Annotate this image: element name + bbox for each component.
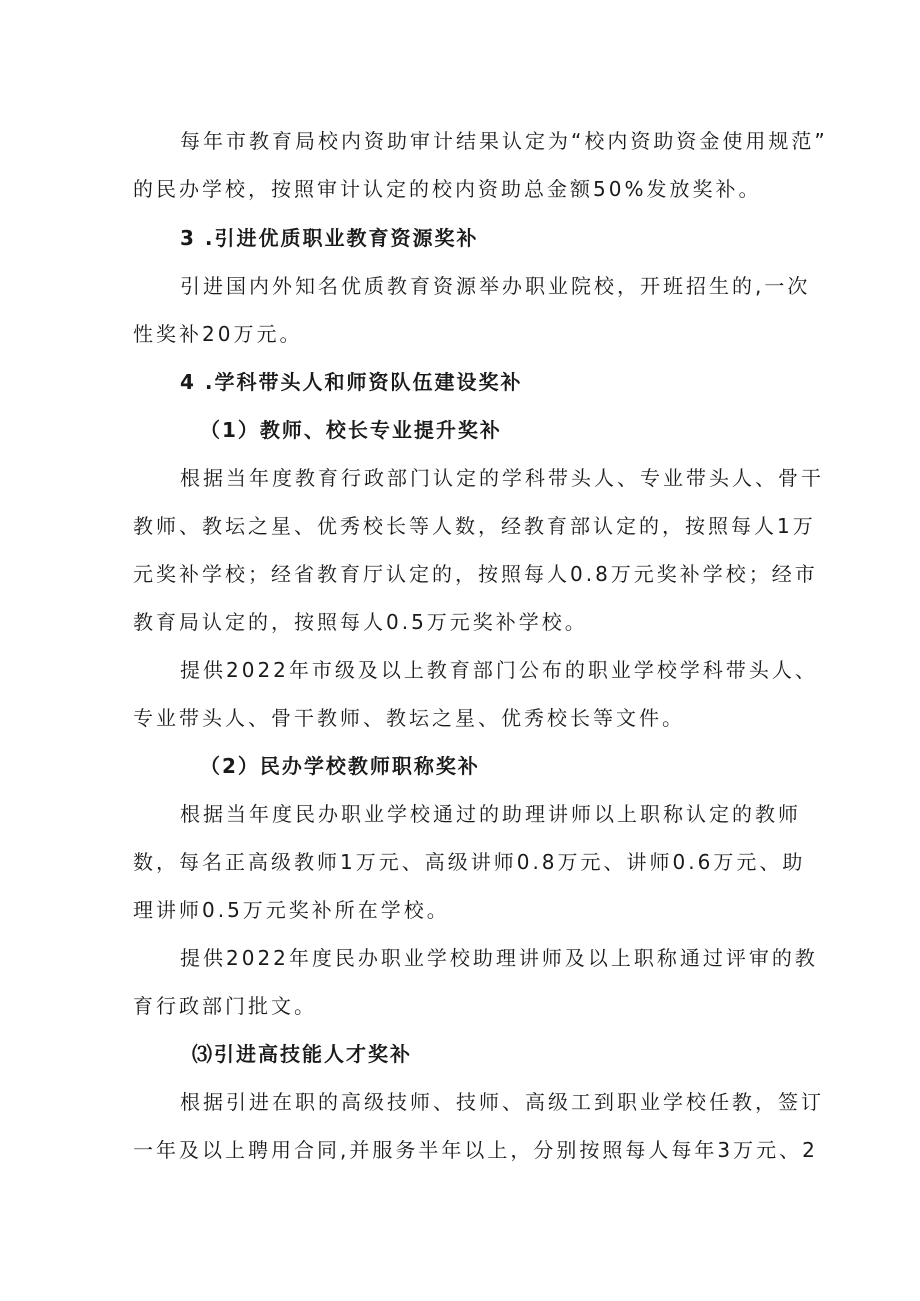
- section-heading: 3 .引进优质职业教育资源奖补: [180, 226, 479, 250]
- paragraph-line: 一年及以上聘用合同,并服务半年以上，分别按照每人每年3万元、2: [133, 1138, 818, 1162]
- subsection-heading: （2）民办学校教师职称奖补: [200, 754, 480, 778]
- paragraph-line: 提供2022年度民办职业学校助理讲师及以上职称通过评审的教: [180, 946, 818, 970]
- paragraph-line: 引进国内外知名优质教育资源举办职业院校，开班招生的,一次: [180, 274, 811, 298]
- paragraph-line: 每年市教育局校内资助审计结果认定为“校内资助资金使用规范”: [180, 129, 828, 153]
- paragraph-line: 数，每名正高级教师1万元、高级讲师0.8万元、讲师0.6万元、助: [133, 850, 806, 874]
- subsection-heading: ⑶引进高技能人才奖补: [192, 1042, 412, 1066]
- section-heading: 4 .学科带头人和师资队伍建设奖补: [180, 370, 523, 394]
- paragraph-line: 的民办学校，按照审计认定的校内资助总金额50%发放奖补。: [133, 177, 762, 201]
- paragraph-line: 专业带头人、骨干教师、教坛之星、优秀校长等文件。: [133, 706, 685, 730]
- paragraph-line: 根据当年度民办职业学校通过的助理讲师以上职称认定的教师: [180, 802, 801, 826]
- paragraph-line: 根据引进在职的高级技师、技师、高级工到职业学校任教，签订: [180, 1090, 824, 1114]
- paragraph-line: 教师、教坛之星、优秀校长等人数，经教育部认定的，按照每人1万: [133, 514, 816, 538]
- paragraph-line: 育行政部门批文。: [133, 994, 317, 1018]
- paragraph-line: 教育局认定的，按照每人0.5万元奖补学校。: [133, 610, 588, 634]
- paragraph-line: 性奖补20万元。: [133, 322, 303, 346]
- subsection-heading: （1）教师、校长专业提升奖补: [200, 418, 502, 442]
- paragraph-line: 理讲师0.5万元奖补所在学校。: [133, 898, 450, 922]
- paragraph-line: 根据当年度教育行政部门认定的学科带头人、专业带头人、骨干: [180, 466, 824, 490]
- paragraph-line: 元奖补学校；经省教育厅认定的，按照每人0.8万元奖补学校；经市: [133, 562, 818, 586]
- paragraph-line: 提供2022年市级及以上教育部门公布的职业学校学科带头人、: [180, 658, 818, 682]
